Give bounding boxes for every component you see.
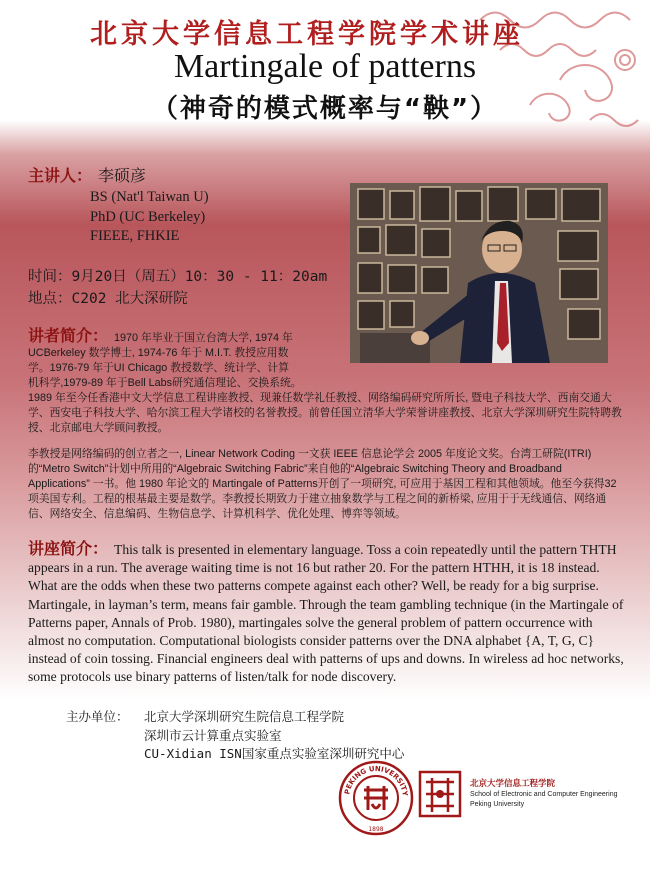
pku-seal-icon: [338, 760, 414, 836]
school-name-en: School of Electronic and Computer Engineering: [470, 791, 618, 798]
credential-item: BS (Nat'l Taiwan U): [90, 189, 209, 205]
organizer-line: [66, 708, 404, 727]
bio-line: 学。1976-79 年于UI Chicago 教授数学、统计学、计算: [28, 362, 289, 374]
talk-place: 地点：C202 北大深研院: [28, 291, 188, 307]
talk-abstract: [28, 540, 624, 687]
speaker-line: [28, 163, 146, 186]
bio-line: 机科学,1979-89 年于Bell Labs研究通信理论、交换系统。: [28, 377, 302, 389]
bio-heading: 讲者简介：: [28, 326, 109, 345]
organizer-item: 北京大学深圳研究生院信息工程学院: [144, 709, 345, 724]
talk-subtitle: （神奇的模式概率与“鞅”）: [151, 94, 499, 124]
bio-line-rest: 1989 年至今任香港中文大学信息工程讲座教授、现兼任数学礼任教授、网络编码研究所所长, 暨电子科技大学、西南交通大学、西安电子科技大学、哈尔滨工程大学诸校的名誉教授。前曾任国立清华大学荣誉讲座教授、北京大学深圳研究生院特聘教授、北京邮电大学顾问教授。: [28, 392, 622, 434]
abstract-text: This talk is presented in elementary language. Toss a coin repeatedly until the pattern THTH appears in a run. The average waiting time is not 16 but rather 20. For the pattern HTHH, it is 18 instead. What are the odds when these two patterns compete against each other? Well, be ready for a big surprise. Martingale, in layman’s term, means fair gamble. Through the team gambling technique (in the Martingale of Patterns paper, Annals of Prob. 1980), martingales solve the general problem of pattern occurrence with almost no computation. Computational biologists consider patterns over the DNA alphabet {A, T, G, C} instead of coin tossing. Financial engineers deal with patterns of ups and downs. In wireless ad hoc networks, some protocols use binary patterns of listen/talk for node discovery.: [28, 542, 624, 685]
seal-year: 1898: [368, 826, 384, 833]
organizers: [66, 708, 404, 764]
speaker-credentials: [90, 188, 209, 247]
school-logo-icon: [418, 770, 462, 818]
speaker-bio: [28, 328, 628, 436]
bio-line: 讲者简介： 1970 年毕业于国立台湾大学, 1974 年: [28, 326, 293, 345]
school-name-cn: 北京大学信息工程学院: [470, 778, 556, 788]
bio-paragraph-2: 李教授是网络编码的创立者之一, Linear Network Coding 一文获 IEEE 信息论学会 2005 年度论文奖。台湾工研院(ITRI) 的“Metro Switch”计划中所用的“Algebraic Switching Fabric”来自他的“Algebraic Switching Theory and Broadband Applications” 一书。他 1980 年论文的 Martingale of Patterns开创了一项研究, 可应用于基因工程和其他领域。他至今获得32项美国专利。工程的根基最主要是数学。李教授长期致力于建立抽象数学与工程之间的新桥梁, 应用于于无线通信、网络通信、网络安全、信息编码、生物信息学、计算机科学、优化处理、博弈等领域。: [28, 448, 617, 520]
talk-time: 时间：9月20日（周五）10：30 - 11：20am: [28, 269, 328, 285]
organizer-item: 深圳市云计算重点实验室: [144, 727, 282, 743]
bio-paragraph-1: [28, 328, 628, 436]
speaker-name: 李硕彦: [98, 166, 147, 185]
seal-ring-text: PEKING UNIVERSITY: [343, 764, 409, 797]
school-name: [470, 778, 617, 810]
credential-item: PhD (UC Berkeley): [90, 208, 206, 225]
bio-line: UCBerkeley 数学博士, 1974-76 年于 M.I.T. 教授应用数: [28, 347, 289, 359]
school-university: Peking University: [470, 801, 525, 808]
abstract-heading: 讲座简介：: [28, 539, 109, 558]
organizers-label: 主办单位：: [66, 709, 129, 724]
talk-title: Martingale of patterns: [173, 48, 477, 85]
speaker-label: 主讲人：: [28, 166, 93, 185]
lecture-series-banner: 北京大学信息工程学院学术讲座: [90, 19, 524, 50]
credential-item: FIEEE, FHKIE: [90, 228, 180, 244]
organizer-item: CU-Xidian ISN国家重点实验室深圳研究中心: [144, 746, 405, 761]
